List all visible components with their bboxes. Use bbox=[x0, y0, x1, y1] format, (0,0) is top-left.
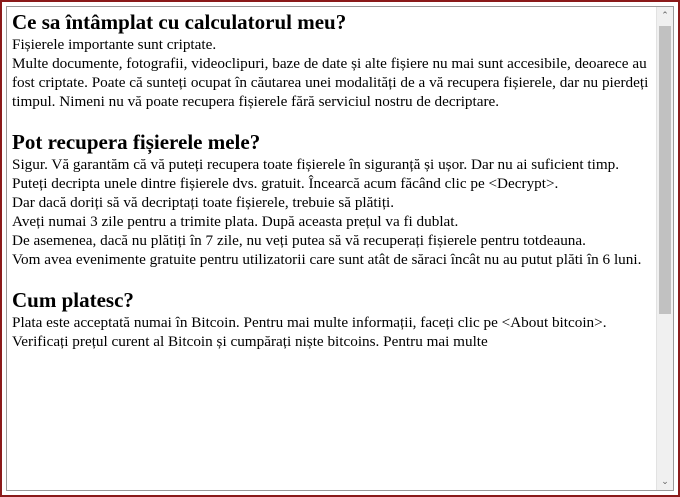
paragraph: De asemenea, dacă nu plătiți în 7 zile, nu veți putea să vă recuperați fișierele pentru totdeauna. bbox=[12, 232, 586, 249]
section-what-happened bbox=[12, 10, 653, 111]
section-can-i-recover bbox=[12, 130, 653, 269]
chevron-up-icon[interactable]: ⌃ bbox=[661, 10, 669, 21]
scrollbar-thumb[interactable] bbox=[659, 26, 671, 314]
paragraph: Vom avea evenimente gratuite pentru utilizatorii care sunt atât de săraci încât nu au putut plăti în 6 luni. bbox=[12, 251, 642, 268]
paragraph: Verificați prețul curent al Bitcoin și cumpărați niște bitcoins. Pentru mai multe bbox=[12, 333, 488, 350]
text-panel bbox=[6, 6, 674, 491]
section-heading: Pot recupera fișierele mele? bbox=[12, 130, 261, 154]
section-heading: Cum platesc? bbox=[12, 288, 134, 312]
paragraph: Fișierele importante sunt criptate. bbox=[12, 36, 217, 53]
chevron-down-icon[interactable]: ⌄ bbox=[661, 476, 669, 487]
paragraph: Puteți decripta unele dintre fișierele dvs. gratuit. Încearcă acum făcând clic pe <Decrypt>. bbox=[12, 175, 559, 192]
section-heading: Ce sa întâmplat cu calculatorul meu? bbox=[12, 10, 347, 34]
section-how-to-pay bbox=[12, 288, 653, 351]
paragraph: Sigur. Vă garantăm că vă puteți recupera toate fișierele în siguranță și ușor. Dar nu ai suficient timp. bbox=[12, 156, 620, 173]
vertical-scrollbar[interactable] bbox=[656, 7, 673, 490]
paragraph: Plata este acceptată numai în Bitcoin. Pentru mai multe informații, faceți clic pe <About bitcoin>. bbox=[12, 314, 607, 331]
paragraph: Multe documente, fotografii, videoclipuri, baze de date și alte fișiere nu mai sunt accesibile, deoarece au fost criptate. Poate că sunteți ocupat în căutarea unei modalități de a vă recupera fișierele, dar nu pierdeți timpul. Nimeni nu vă poate recupera fișierele fără serviciul nostru de decriptare. bbox=[12, 55, 649, 110]
message-text-area[interactable] bbox=[12, 10, 653, 488]
paragraph: Dar dacă doriți să vă decriptați toate fișierele, trebuie să plătiți. bbox=[12, 194, 395, 211]
paragraph: Aveți numai 3 zile pentru a trimite plata. După aceasta prețul va fi dublat. bbox=[12, 213, 459, 230]
